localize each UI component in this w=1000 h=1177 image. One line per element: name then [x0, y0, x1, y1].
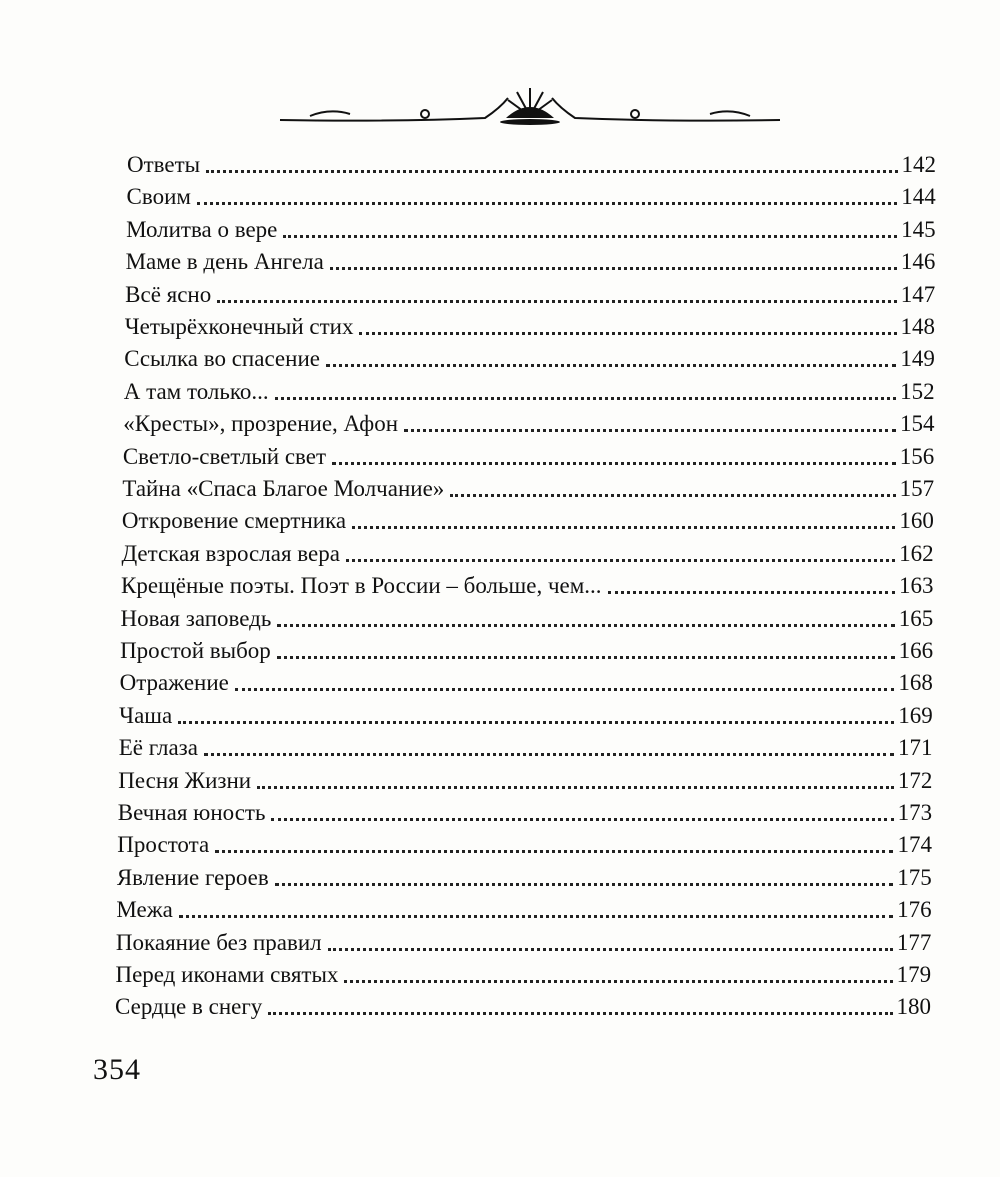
- toc-entry: [116, 889, 931, 921]
- toc-entry-page: 149: [900, 346, 935, 372]
- toc-entry: [123, 403, 934, 435]
- toc-entry: [121, 533, 933, 565]
- dot-leader: [275, 883, 894, 886]
- toc-entry-title: Простота: [117, 832, 210, 858]
- toc-entry-page: 145: [901, 216, 936, 242]
- dot-leader: [178, 721, 894, 724]
- toc-entry: [121, 565, 934, 597]
- toc-entry-page: 174: [897, 832, 932, 858]
- toc-entry-title: Всё ясно: [125, 281, 212, 307]
- toc-entry-page: 168: [898, 670, 933, 696]
- toc-entry-page: 171: [898, 735, 933, 761]
- toc-entry: [123, 436, 934, 468]
- toc-entry-title: Тайна «Спаса Благое Молчание»: [122, 476, 445, 501]
- toc-entry: [117, 824, 932, 856]
- dot-leader: [332, 462, 896, 465]
- dot-leader: [235, 688, 895, 691]
- dot-leader: [359, 332, 896, 335]
- toc-entry: [126, 209, 936, 241]
- dot-leader: [277, 624, 894, 627]
- toc-entry-title: Новая заповедь: [120, 605, 272, 631]
- dot-leader: [217, 300, 896, 303]
- dot-leader: [344, 980, 892, 983]
- toc-entry: [124, 338, 935, 370]
- toc-entry: [122, 468, 934, 500]
- toc-entry: [117, 857, 932, 889]
- toc-entry-page: 162: [899, 540, 934, 566]
- dot-leader: [328, 948, 893, 951]
- toc-entry-title: Ответы: [127, 152, 201, 177]
- dot-leader: [204, 753, 894, 756]
- toc-entry-title: Простой выбор: [120, 638, 271, 663]
- page-number: 354: [93, 1053, 141, 1086]
- toc-entry: [121, 598, 934, 630]
- toc-entry-title: Светло-светлый свет: [122, 443, 327, 469]
- toc-entry-page: 154: [899, 411, 935, 437]
- toc-entry: [118, 760, 932, 792]
- toc-entry-page: 156: [899, 443, 935, 469]
- toc-entry-title: Молитва о вере: [126, 216, 278, 242]
- toc-entry-title: «Кресты», прозрение, Афон: [123, 411, 399, 437]
- toc-entry-title: Откровение смертника: [121, 508, 347, 534]
- toc-entry-page: 144: [901, 184, 936, 210]
- toc-entry-page: 176: [897, 897, 932, 923]
- toc-entry-page: 179: [896, 962, 932, 987]
- toc-entry: [115, 954, 931, 986]
- toc-entry-page: 148: [900, 314, 936, 339]
- dot-leader: [283, 235, 897, 238]
- toc-entry-page: 152: [900, 378, 935, 404]
- toc-entry-title: Своим: [126, 184, 191, 210]
- dot-leader: [608, 591, 895, 594]
- dot-leader: [346, 559, 895, 562]
- toc-entry-title: Песня Жизни: [118, 767, 252, 793]
- toc-entry-title: Крещёные поэты. Поэт в России – больше, чем...: [121, 573, 602, 599]
- dot-leader: [206, 170, 897, 173]
- toc-entry-title: Детская взрослая вера: [121, 540, 340, 566]
- toc-entry-title: Вечная юность: [117, 800, 266, 825]
- dot-leader: [352, 526, 895, 529]
- dot-leader: [275, 397, 897, 400]
- dot-leader: [330, 267, 897, 270]
- toc-entry-title: Сердце в снегу: [115, 994, 263, 1020]
- toc-entry: [120, 662, 933, 694]
- toc-entry-title: Покаяние без правил: [115, 929, 322, 955]
- toc-entry-title: Её глаза: [118, 735, 198, 761]
- toc-entry-page: 146: [900, 249, 936, 275]
- toc-entry: [122, 500, 934, 532]
- toc-entry: [127, 144, 936, 176]
- dot-leader: [277, 656, 895, 659]
- toc-entry: [127, 176, 936, 208]
- toc-entry-title: Чаша: [119, 702, 173, 728]
- toc-entry-page: 175: [897, 864, 932, 890]
- toc-entry: [120, 630, 933, 662]
- toc-entry-page: 166: [898, 638, 934, 663]
- dot-leader: [268, 1012, 892, 1015]
- toc-entry-page: 157: [899, 476, 935, 501]
- toc-entry-page: 147: [900, 281, 936, 307]
- dot-leader: [257, 786, 894, 789]
- dot-leader: [271, 818, 893, 821]
- toc-entry-title: Отражение: [119, 670, 229, 696]
- toc-entry-page: 165: [898, 605, 934, 631]
- dot-leader: [215, 850, 893, 853]
- toc-entry-title: Перед иконами святых: [115, 962, 339, 987]
- toc-entry: [115, 986, 931, 1018]
- dot-leader: [450, 494, 895, 497]
- toc-entry: [119, 727, 933, 759]
- toc-entry-page: 177: [896, 929, 932, 955]
- toc-entry-page: 169: [898, 702, 933, 728]
- toc-entry: [116, 922, 931, 954]
- toc-entry-title: Четырёхконечный стих: [124, 314, 354, 339]
- toc-entry: [119, 695, 933, 727]
- toc-entry-page: 172: [897, 767, 933, 793]
- toc-entry-page: 163: [899, 573, 934, 599]
- decorative-ornament: [270, 78, 790, 138]
- toc-entry-page: 142: [901, 152, 936, 177]
- dot-leader: [179, 915, 893, 918]
- dot-leader: [326, 364, 896, 367]
- toc-entry-title: Ссылка во спасение: [124, 346, 320, 372]
- dot-leader: [197, 202, 897, 205]
- toc-entry-page: 160: [899, 508, 934, 534]
- toc-entry: [125, 306, 935, 338]
- toc-entry-page: 180: [896, 994, 931, 1020]
- toc-entry-page: 173: [897, 800, 933, 825]
- toc-entry-title: А там только...: [123, 378, 269, 404]
- toc-entry: [118, 792, 932, 824]
- toc-entry-title: Явление героев: [116, 864, 269, 890]
- toc-entry: [125, 274, 935, 306]
- toc-entry-title: Межа: [116, 897, 173, 923]
- toc-entry: [124, 371, 935, 403]
- dot-leader: [404, 429, 896, 432]
- toc-entry-title: Маме в день Ангела: [125, 249, 324, 275]
- toc-entry: [126, 241, 936, 273]
